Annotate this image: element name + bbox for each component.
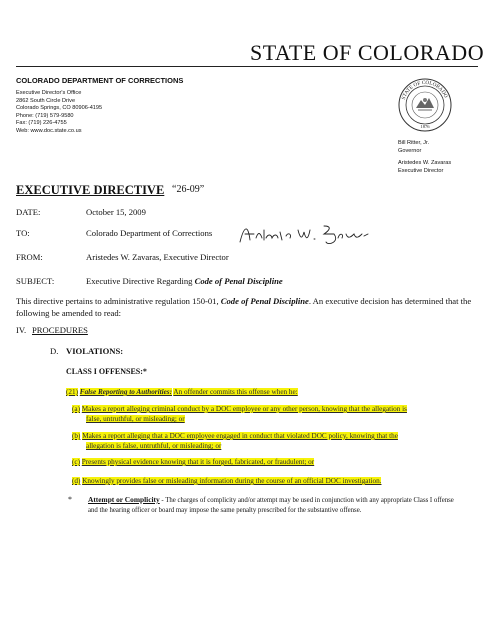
official-title: Executive Director bbox=[398, 167, 444, 174]
offense-title: False Reporting to Authorities: bbox=[79, 388, 172, 396]
section-number: IV. bbox=[16, 325, 27, 335]
address-line: Colorado Springs, CO 80906-4195 bbox=[16, 105, 103, 112]
offense-text: An offender commits this offense when he: bbox=[173, 388, 298, 396]
official-name: Aristedes W. Zavaras bbox=[398, 160, 452, 166]
offense-item: (d) Knowingly provides false or misleading information during the course of an official DOC investigation. bbox=[72, 477, 382, 485]
to-label: TO: bbox=[16, 228, 30, 238]
intro-paragraph: This directive pertains to administrative regulation 150-01, Code of Penal Discipline. An executive decision has determined that the following be amended to read: bbox=[16, 296, 472, 318]
official-name: Bill Ritter, Jr. bbox=[398, 140, 430, 146]
offense-heading bbox=[66, 387, 454, 397]
department-name: COLORADO DEPARTMENT OF CORRECTIONS bbox=[16, 76, 184, 85]
state-seal-icon bbox=[398, 78, 452, 132]
seal-text: STATE OF COLORADO bbox=[400, 79, 449, 101]
footnote bbox=[88, 495, 458, 515]
from-value: Aristedes W. Zavaras, Executive Director bbox=[86, 252, 229, 262]
section-heading: PROCEDURES bbox=[32, 325, 88, 335]
address-line: Phone: (719) 579-9580 bbox=[16, 112, 74, 119]
address-line: Executive Director's Office bbox=[16, 90, 82, 96]
subject-value bbox=[86, 276, 283, 286]
seal-year: 1876 bbox=[420, 124, 430, 129]
offense-item: (b) Makes a report alleging that a DOC employee engaged in conduct that violated DOC policy, knowing that the allegation is false, untruthful, or misleading; or bbox=[72, 432, 398, 451]
subject-emphasis: Code of Penal Discipline bbox=[194, 276, 283, 286]
date-value: October 15, 2009 bbox=[86, 207, 146, 217]
footnote-text: - The charges of complicity and/or attempt may be used in conjunction with any appropriate Class I offense and the hearing officer or board may impose the same penalty prescribed for the substantive offense. bbox=[88, 497, 454, 514]
offense-item: (c) Presents physical evidence knowing that it is forged, fabricated, or fraudulent; or bbox=[72, 458, 315, 466]
class-heading: CLASS I OFFENSES:* bbox=[66, 367, 147, 376]
official-title: Governor bbox=[398, 147, 422, 154]
date-label: DATE: bbox=[16, 207, 41, 217]
title-divider bbox=[16, 66, 478, 67]
directive-title: EXECUTIVE DIRECTIVE bbox=[16, 183, 165, 197]
directive-number: “26-09” bbox=[172, 184, 205, 195]
signature-icon bbox=[236, 220, 370, 248]
subsection-heading: VIOLATIONS: bbox=[66, 346, 124, 356]
state-title: STATE OF COLORADO bbox=[250, 40, 485, 65]
officials-block bbox=[398, 140, 451, 175]
address-line: 2862 South Circle Drive bbox=[16, 97, 76, 104]
to-value: Colorado Department of Corrections bbox=[86, 228, 213, 238]
address-block bbox=[16, 90, 102, 136]
address-line: Web: www.doc.state.co.us bbox=[16, 127, 82, 134]
footnote-marker: * bbox=[68, 495, 72, 504]
subject-text: Executive Directive Regarding bbox=[86, 276, 193, 286]
offense-item: (a) Makes a report alleging criminal conduct by a DOC employee or any other person, knowing that the allegation is false, untruthful, or misleading; or bbox=[72, 405, 407, 424]
offense-number: (21) bbox=[66, 388, 78, 396]
subject-label: SUBJECT: bbox=[16, 276, 55, 286]
footnote-title: Attempt or Complicity bbox=[88, 495, 160, 504]
intro-emphasis: Code of Penal Discipline bbox=[220, 296, 309, 306]
address-line: Fax: (719) 226-4755 bbox=[16, 120, 67, 127]
subsection-number: D. bbox=[50, 346, 59, 356]
from-label: FROM: bbox=[16, 252, 43, 262]
